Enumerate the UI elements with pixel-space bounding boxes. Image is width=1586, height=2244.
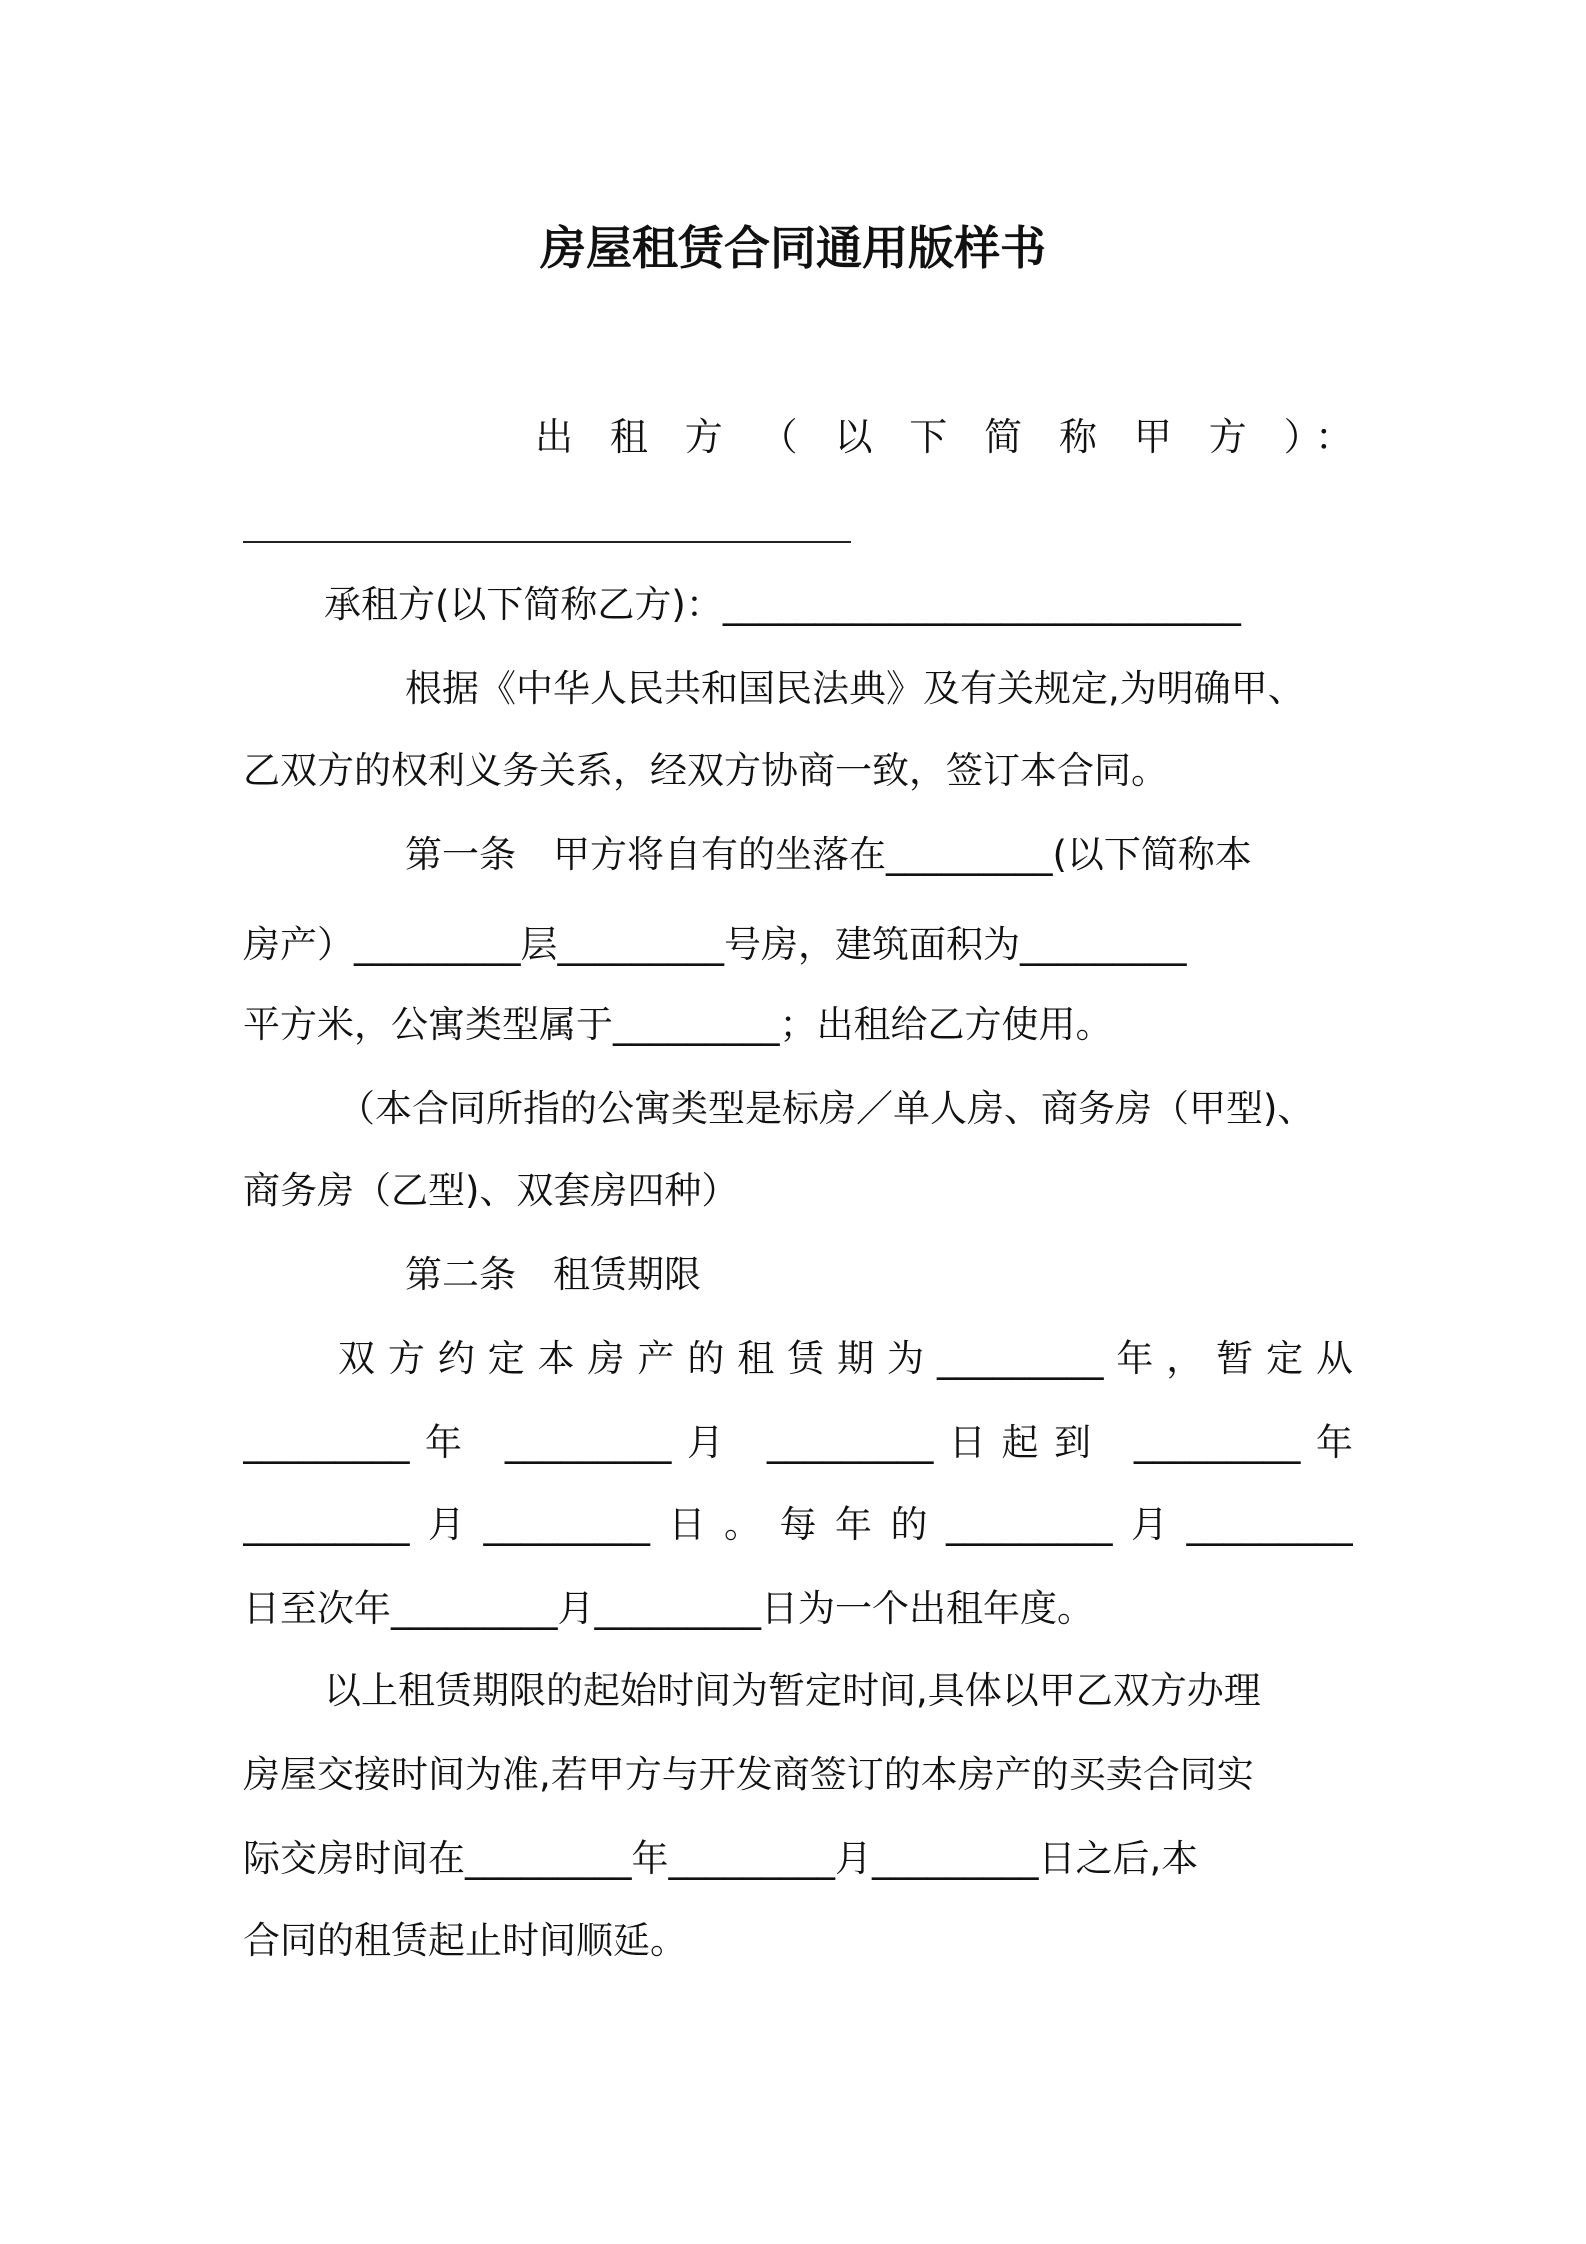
article-2-line-6: 房屋交接时间为准,若甲方与开发商签订的本房产的买卖合同实 <box>243 1753 1254 1796</box>
lessee-line: 承租方(以下简称乙方)：____________________________ <box>324 583 1241 626</box>
intro-line-1: 根据《中华人民共和国民法典》及有关规定,为明确甲、 <box>405 667 1305 710</box>
lessor-line: 出 租 方 （ 以 下 简 称 甲 方 ）： <box>535 415 1353 459</box>
note-line-1: （本合同所指的公寓类型是标房／单人房、商务房（甲型)、 <box>338 1087 1315 1130</box>
article-2-line-1: 双方约定本房产的租赁期为_________年，暂定从 <box>338 1337 1353 1380</box>
intro-line-2: 乙双方的权利义务关系，经双方协商一致，签订本合同。 <box>243 749 1168 792</box>
article-1-line-2: 房产）_________层_________号房，建筑面积为_________ <box>243 923 1187 966</box>
article-2-heading: 第二条 租赁期限 <box>405 1253 701 1296</box>
article-2-line-8: 合同的租赁起止时间顺延。 <box>243 1919 687 1962</box>
article-2-line-2: _________年 _________月 _________日起到 _________年 <box>243 1421 1353 1464</box>
article-2-line-3: _________月_________日。每年的_________月_________ <box>243 1503 1353 1546</box>
article-2-line-7: 际交房时间在_________年_________月_________日之后,本 <box>243 1837 1199 1880</box>
article-1-line-3: 平方米，公寓类型属于_________；出租给乙方使用。 <box>243 1003 1113 1046</box>
article-2-line-5: 以上租赁期限的起始时间为暂定时间,具体以甲乙双方办理 <box>324 1669 1261 1712</box>
note-line-2: 商务房（乙型)、双套房四种） <box>243 1169 739 1212</box>
document-title: 房屋租赁合同通用版样书 <box>540 221 1046 275</box>
article-1-line-1: 第一条 甲方将自有的坐落在_________(以下简称本 <box>405 833 1252 876</box>
article-2-line-4: 日至次年_________月_________日为一个出租年度。 <box>243 1587 1094 1630</box>
lessor-blank[interactable] <box>243 541 851 543</box>
